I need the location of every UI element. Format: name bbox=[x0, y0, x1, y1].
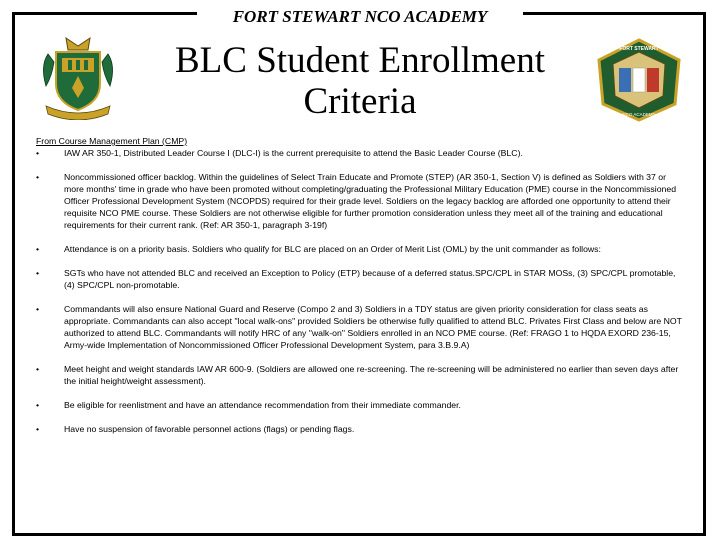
list-item bbox=[36, 243, 688, 255]
list-item bbox=[36, 171, 688, 231]
bullet-dot: • bbox=[36, 400, 40, 410]
source-line: From Course Management Plan (CMP) bbox=[36, 136, 188, 146]
page-title: BLC Student Enrollment Criteria bbox=[175, 40, 545, 122]
academy-crest-icon bbox=[38, 36, 118, 120]
criteria-text: Meet height and weight standards IAW AR 600-9. (Soldiers are allowed one re-screening. The re-screening will be administered no earlier than seven days after the initial height/weight assessment). bbox=[64, 364, 679, 386]
bullet-dot: • bbox=[36, 148, 40, 158]
criteria-text: Noncommissioned officer backlog. Within the guidelines of Select Train Educate and Promote (STEP) (AR 350-1, Section V) is defined as Soldiers with 37 or more months' time in grade who have been promoted without completing/graduating the Professional Military Education (PME) course in the Noncommissioned Officer Professional Development System (NCOPDS) required for their grade level. Soldiers on the legacy backlog are afforded one opportunity to attend their requisite NCO PME course. These Soldiers are not otherwise eligible for further promotion consideration unless they meet all of the training and educational requirements for their current rank. (Ref: AR 350-1, paragraph 3-19f) bbox=[64, 172, 677, 230]
bullet-dot: • bbox=[36, 268, 40, 278]
fort-stewart-shield-icon bbox=[595, 38, 683, 122]
criteria-text: IAW AR 350-1, Distributed Leader Course I (DLC-I) is the current prerequisite to attend the Basic Leader Course (BLC). bbox=[64, 148, 523, 158]
criteria-text: Attendance is on a priority basis. Soldiers who qualify for BLC are placed on an Order of Merit List (OML) by the unit commander as follows: bbox=[64, 244, 601, 254]
list-item bbox=[36, 363, 688, 387]
bullet-dot: • bbox=[36, 424, 40, 434]
list-item bbox=[36, 267, 688, 291]
list-item bbox=[36, 147, 688, 159]
bullet-dot: • bbox=[36, 244, 40, 254]
list-item bbox=[36, 399, 688, 411]
bullet-dot: • bbox=[36, 172, 40, 182]
criteria-text: Be eligible for reenlistment and have an attendance recommendation from their immediate commander. bbox=[64, 400, 461, 410]
list-item bbox=[36, 303, 688, 351]
criteria-text: Commandants will also ensure National Guard and Reserve (Compo 2 and 3) Soldiers in a TDY status are given priority consideration for class seats as appropriate. Commandants can also accept "local walk-ons" provided Soldiers be otherwise fully qualified to attend BLC. Privates First Class and below are NOT authorized to attend BLC. Commandants will notify HRC of any "walk-on" Soldiers enrolled in an NCO PME course. (Ref: FRAGO 1 to HQDA EXORD 236-15, Army-wide Implementation of Noncommissioned Officer Professional Development System, para 3.B.9.A) bbox=[64, 304, 682, 350]
list-item bbox=[36, 423, 688, 435]
criteria-content bbox=[36, 135, 688, 435]
criteria-text: SGTs who have not attended BLC and received an Exception to Policy (ETP) because of a deferred status.SPC/CPL in STAR MOSs, (3) SPC/CPL promotable, (4) SPC/CPL non-promotable. bbox=[64, 268, 676, 290]
bullet-dot: • bbox=[36, 364, 40, 374]
criteria-text: Have no suspension of favorable personnel actions (flags) or pending flags. bbox=[64, 424, 355, 434]
shield-top-text: FORT STEWART bbox=[619, 46, 659, 52]
shield-bottom-text: NCO ACADEMY bbox=[622, 112, 656, 117]
bullet-dot: • bbox=[36, 304, 40, 314]
academy-header: FORT STEWART NCO ACADEMY bbox=[197, 6, 523, 28]
